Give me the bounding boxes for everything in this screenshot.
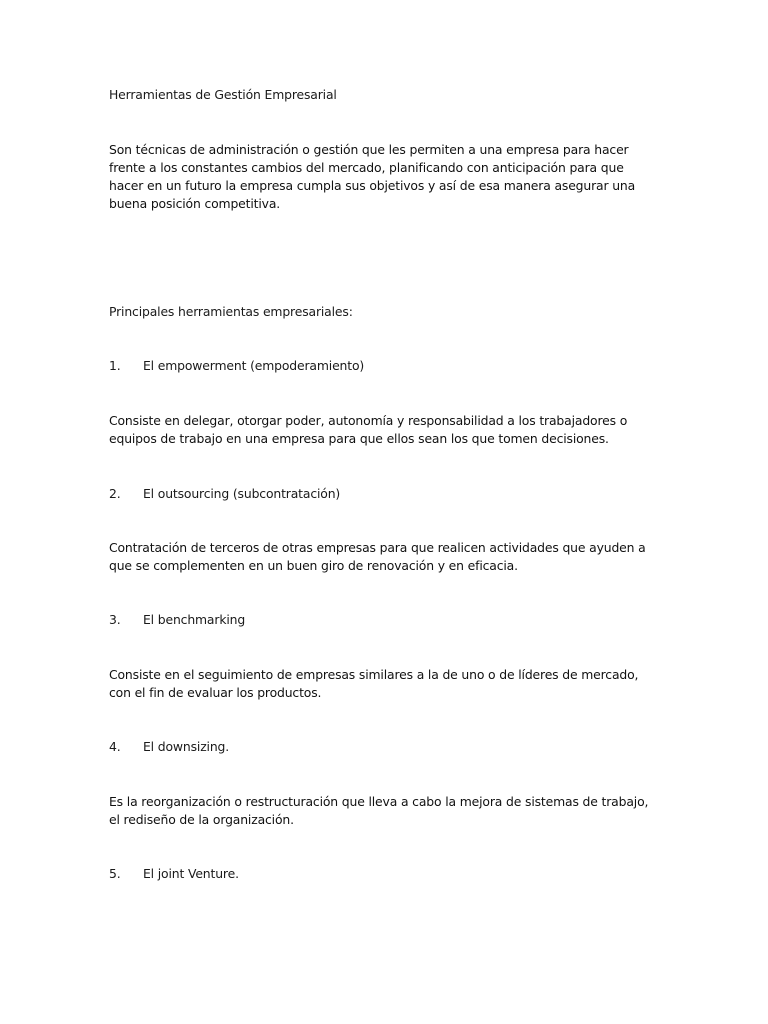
list-item-number: 1. — [109, 358, 121, 373]
list-item-3-heading — [109, 611, 654, 629]
list-item-2-description: Contratación de terceros de otras empresas para que realicen actividades que ayuden a que se complementen en un buen giro de renovación y en eficacia. — [109, 540, 646, 573]
list-item-4-heading — [109, 738, 654, 756]
list-item-title: El joint Venture. — [143, 866, 239, 881]
list-item-number: 4. — [109, 739, 121, 754]
intro-paragraph: Son técnicas de administración o gestión que les permiten a una empresa para hacer frente a los constantes cambios del mercado, planificando con anticipación para que hacer en un futuro la empresa cumpla sus objetivos y así de esa manera asegurar una buena posición competitiva. — [109, 142, 636, 211]
list-item-4-description: Es la reorganización o restructuración que lleva a cabo la mejora de sistemas de trabajo, el rediseño de la organización. — [109, 794, 649, 827]
list-item-title: El empowerment (empoderamiento) — [143, 358, 365, 373]
list-item-3-description: Consiste en el seguimiento de empresas similares a la de uno o de líderes de mercado, con el fin de evaluar los productos. — [109, 667, 639, 700]
list-item-5-heading — [109, 865, 654, 883]
list-item-title: El outsourcing (subcontratación) — [143, 486, 341, 501]
list-item-2-heading — [109, 485, 654, 503]
list-item-number: 5. — [109, 866, 121, 881]
list-item-title: El benchmarking — [143, 612, 246, 627]
list-item-title: El downsizing. — [143, 739, 230, 754]
list-heading: Principales herramientas empresariales: — [109, 304, 353, 319]
list-item-1-description: Consiste en delegar, otorgar poder, autonomía y responsabilidad a los trabajadores o equipos de trabajo en una empresa para que ellos sean los que tomen decisiones. — [109, 413, 628, 446]
list-item-number: 2. — [109, 486, 121, 501]
document-title: Herramientas de Gestión Empresarial — [109, 87, 337, 102]
list-item-number: 3. — [109, 612, 121, 627]
list-item-1-heading — [109, 357, 654, 375]
